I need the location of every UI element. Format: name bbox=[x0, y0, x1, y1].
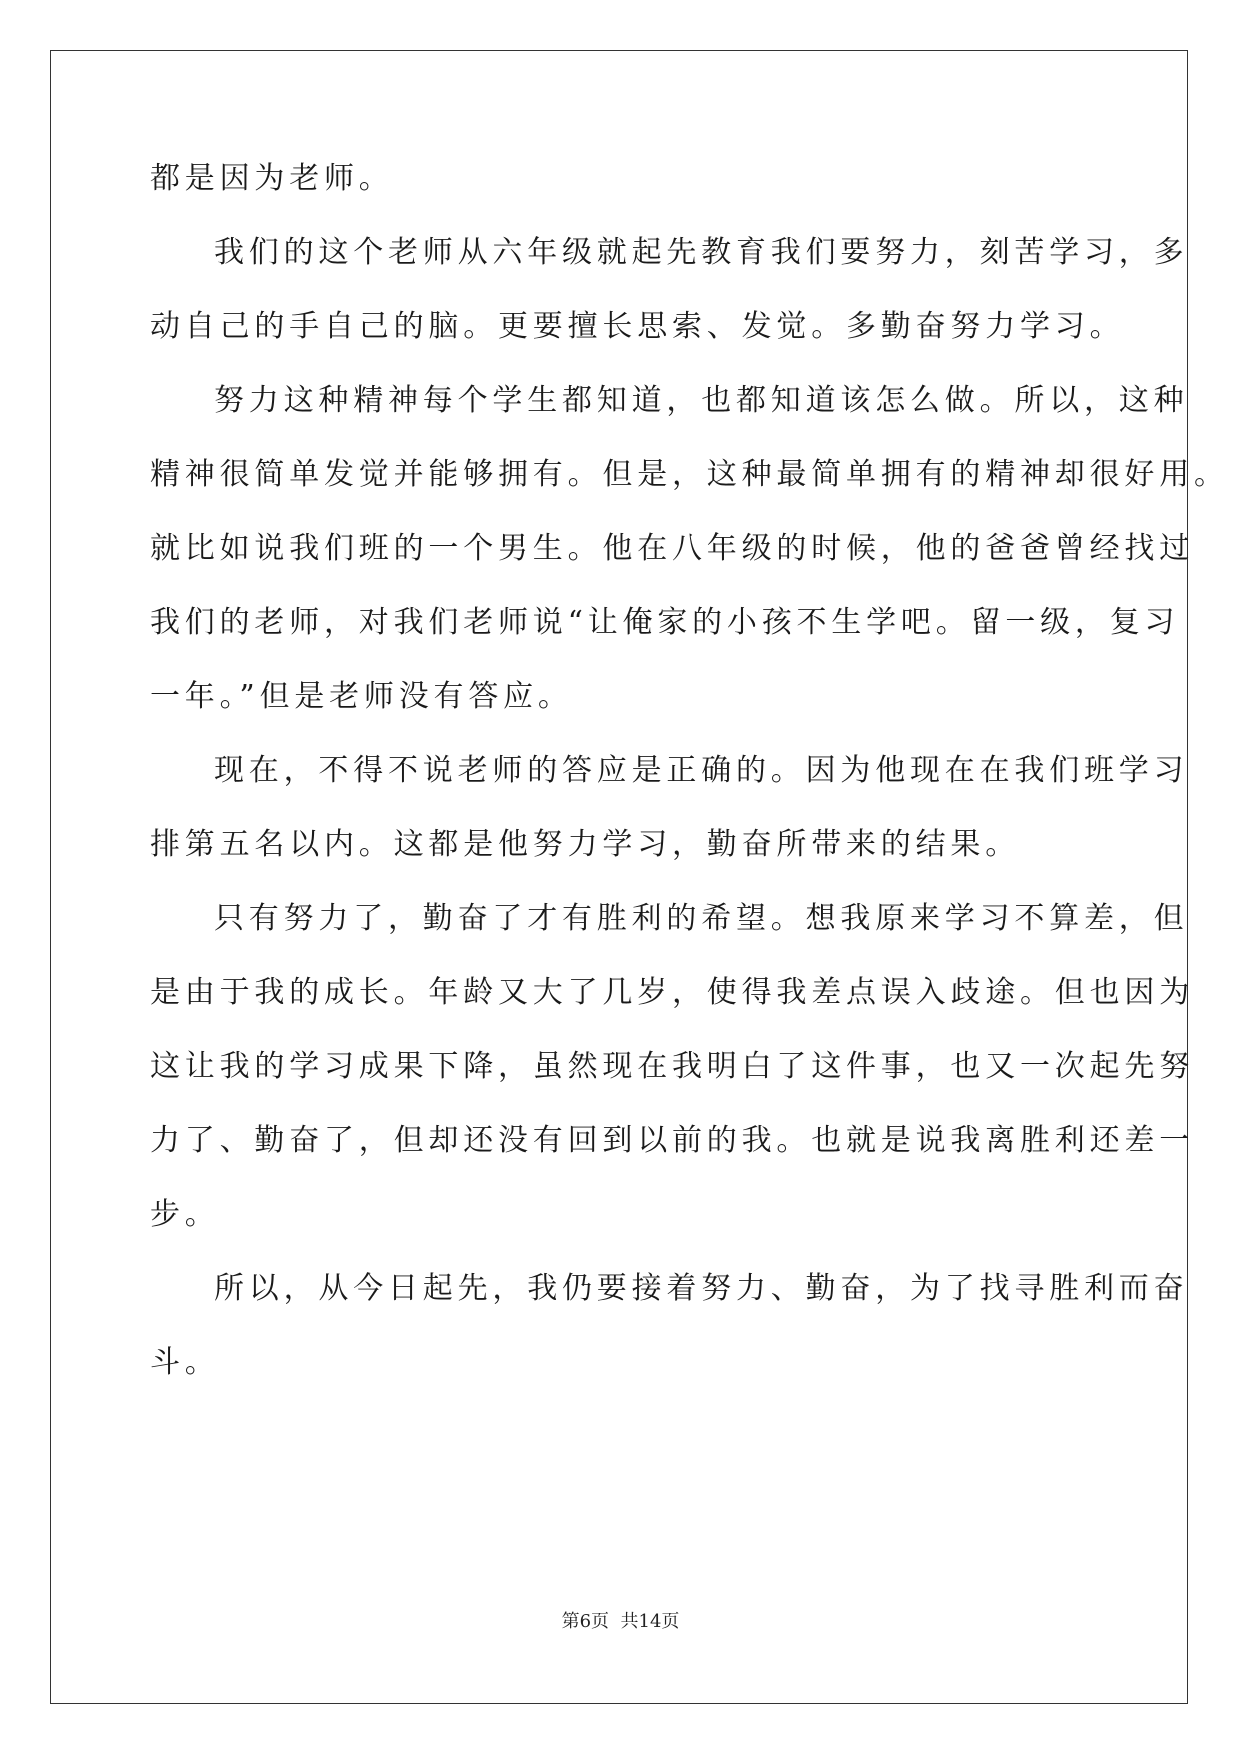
text-line: 这让我的学习成果下降，虽然现在我明白了这件事，也又一次起先努 bbox=[150, 1049, 1194, 1084]
text-line: 就比如说我们班的一个男生。他在八年级的时候，他的爸爸曾经找过 bbox=[150, 531, 1194, 566]
text-line: 力了、勤奋了，但却还没有回到以前的我。也就是说我离胜利还差一 bbox=[150, 1123, 1194, 1158]
paragraph-first-line: 现在，不得不说老师的答应是正确的。因为他现在在我们班学习 bbox=[214, 753, 1189, 788]
text-line: 一年。”但是老师没有答应。 bbox=[150, 679, 573, 714]
text-line: 都是因为老师。 bbox=[150, 161, 394, 196]
paragraph-first-line: 所以，从今日起先，我仍要接着努力、勤奋，为了找寻胜利而奋 bbox=[214, 1271, 1189, 1306]
text-line: 是由于我的成长。年龄又大了几岁，使得我差点误入歧途。但也因为 bbox=[150, 975, 1194, 1010]
text-line: 我们的老师，对我们老师说“让俺家的小孩不生学吧。留一级，复习 bbox=[150, 605, 1180, 640]
text-line: 精神很简单发觉并能够拥有。但是，这种最简单拥有的精神却很好用。 bbox=[150, 457, 1229, 492]
page-frame bbox=[50, 50, 1188, 1704]
text-line: 步。 bbox=[150, 1197, 220, 1232]
text-line: 排第五名以内。这都是他努力学习，勤奋所带来的结果。 bbox=[150, 827, 1020, 862]
page-number-footer: 第6页 共14页 bbox=[561, 1611, 680, 1632]
paragraph-first-line: 我们的这个老师从六年级就起先教育我们要努力，刻苦学习，多 bbox=[214, 235, 1189, 270]
paragraph-first-line: 只有努力了，勤奋了才有胜利的希望。想我原来学习不算差，但 bbox=[214, 901, 1189, 936]
paragraph-first-line: 努力这种精神每个学生都知道，也都知道该怎么做。所以，这种 bbox=[214, 383, 1189, 418]
text-line: 斗。 bbox=[150, 1345, 220, 1380]
text-line: 动自己的手自己的脑。更要擅长思索、发觉。多勤奋努力学习。 bbox=[150, 309, 1125, 344]
